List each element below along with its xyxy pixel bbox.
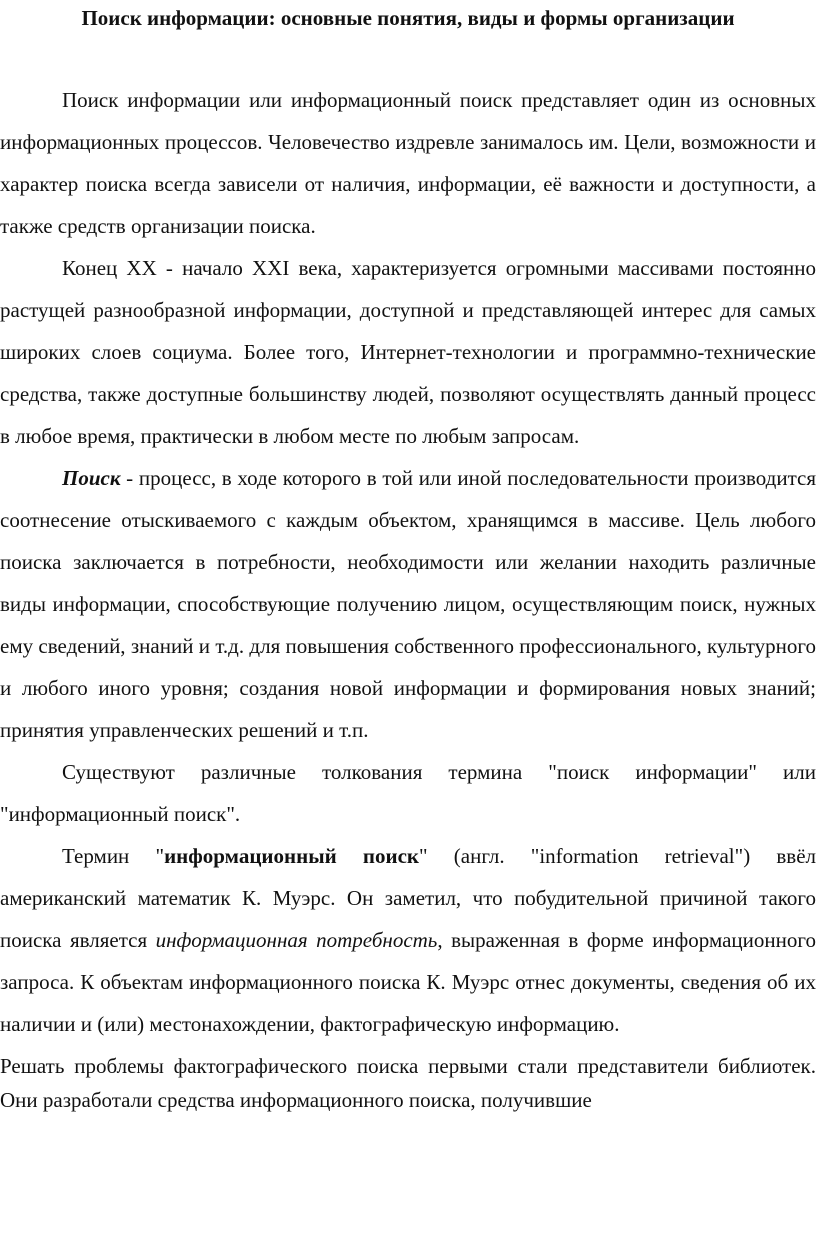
term-information-need: информационная потребность: [155, 928, 438, 952]
ir-text-b: " (англ. "information retrieval") ввёл американский математик К. Муэрс. Он заметил, что побудительной причиной такого поиска является: [0, 844, 816, 952]
document-title: Поиск информации: основные понятия, виды и формы организации: [81, 6, 735, 30]
term-information-retrieval: информационный поиск: [164, 844, 420, 868]
paragraph-search-definition: [0, 457, 816, 751]
search-definition-text: - процесс, в ходе которого в той или иной последовательности производится соотнесение отыскиваемого с каждым объектом, хранящимся в массиве. Цель любого поиска заключается в потребности, необходимости или желании находить различные виды информации, способствующие получению лицом, осуществляющим поиск, нужных ему сведений, знаний и т.д. для повышения собственного профессионального, культурного и любого иного уровня; создания новой информации и формирования новых знаний; принятия управленческих решений и т.п.: [0, 466, 816, 742]
paragraph-interpretations: Существуют различные толкования термина "поиск информации" или "информационный поиск".: [0, 760, 816, 826]
ir-text-a: Термин ": [62, 844, 165, 868]
ir-text-c: , выраженная в форме информационного запроса. К объектам информационного поиска К. Муэрс отнес документы, сведения об их наличии и (или) местонахождении, фактографическую информацию.: [0, 928, 816, 1036]
paragraph-libraries: Решать проблемы фактографического поиска первыми стали представители библиотек. Они разработали средства информационного поиска, получившие: [0, 1054, 816, 1112]
paragraph-intro: Поиск информации или информационный поиск представляет один из основных информационных процессов. Человечество издревле занималось им. Цели, возможности и характер поиска всегда зависели от наличия, информации, её важности и доступности, а также средств организации поиска.: [0, 88, 816, 238]
document-body: [0, 79, 816, 1117]
paragraph-information-retrieval: [0, 835, 816, 1045]
term-search: Поиск: [62, 466, 121, 490]
paragraph-context: Конец XX - начало XXI века, характеризуется огромными массивами постоянно растущей разнообразной информации, доступной и представляющей интерес для самых широких слоев социума. Более того, Интернет-технологии и программно-технические средства, также доступные большинству людей, позволяют осуществлять данный процесс в любое время, практически в любом месте по любым запросам.: [0, 256, 816, 448]
